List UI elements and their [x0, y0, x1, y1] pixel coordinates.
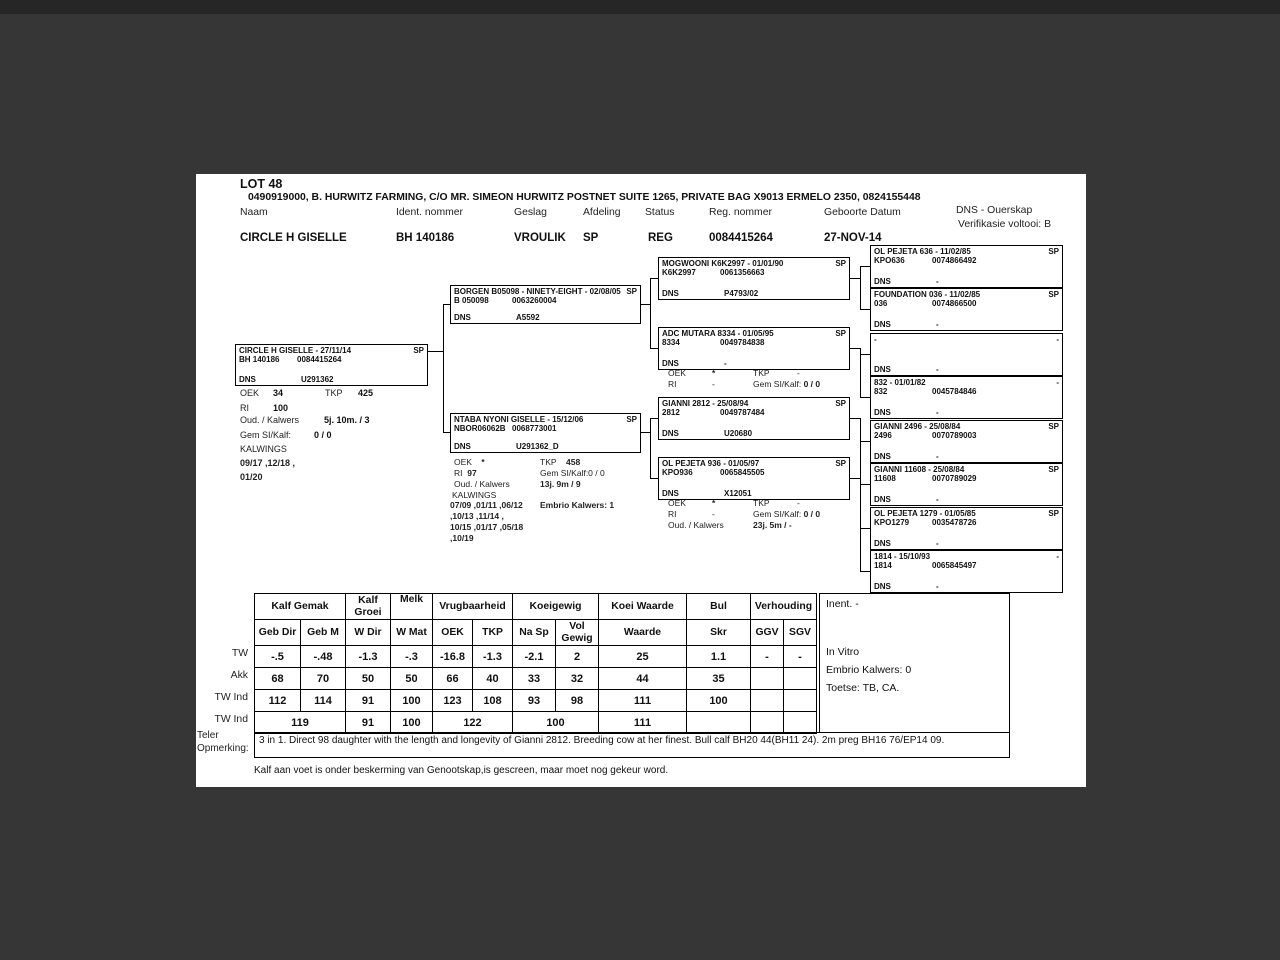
- pedigree-connector: [860, 348, 861, 397]
- tkp-value: -: [797, 368, 800, 378]
- table-cell: [784, 668, 817, 690]
- group-header: Bul: [687, 594, 751, 620]
- table-cell: 2: [556, 646, 599, 668]
- col-header: Vol Gewig: [556, 620, 599, 646]
- breeder-remark-box: [254, 732, 1010, 758]
- pedigree-connector: [860, 418, 861, 484]
- table-cell: 40: [473, 668, 513, 690]
- table-cell: 70: [301, 668, 346, 690]
- pedigree-connector: [860, 266, 861, 309]
- lot-number: LOT 48: [240, 177, 283, 191]
- table-cell: -2.1: [513, 646, 556, 668]
- subject-gem: [240, 430, 332, 440]
- oud-label: Oud. / Kalwers: [454, 479, 510, 489]
- dns-label: DNS: [874, 408, 891, 417]
- dam-kalwings-dates: ,10/19: [450, 533, 474, 543]
- dam-oud: [454, 479, 581, 489]
- gem-value: 0 / 0: [314, 430, 332, 440]
- animal-title: OL PEJETA 936 - 01/05/97: [662, 459, 760, 468]
- pedigree-box-gen4-4: [870, 376, 1063, 419]
- oek-value: *: [712, 498, 716, 508]
- pedigree-connector: [860, 571, 870, 572]
- animal-reg: 0074866500: [932, 299, 977, 308]
- animal-id: 036: [874, 299, 888, 308]
- table-cell: 93: [513, 690, 556, 712]
- table-cell: 35: [687, 668, 751, 690]
- oek-label: OEK: [668, 498, 686, 508]
- col-header: GGV: [751, 620, 784, 646]
- table-cell: [784, 712, 817, 734]
- pedigree-box-subject: [235, 344, 428, 386]
- subject-kalwings-dates: 09/17 ,12/18 ,: [240, 458, 296, 468]
- row-label-twind2: TW Ind: [214, 714, 248, 725]
- label-naam: Naam: [240, 207, 268, 218]
- row-label-twind: TW Ind: [214, 692, 248, 703]
- label-reg-nommer: Reg. nommer: [709, 207, 772, 218]
- teler-label: Teler: [197, 730, 219, 741]
- table-cell: 100: [391, 712, 433, 734]
- dns-label: DNS: [874, 582, 891, 591]
- animal-reg: 0049787484: [720, 408, 765, 417]
- table-cell: [751, 712, 784, 734]
- dam-oek-tkp: [454, 457, 580, 467]
- animal-title: ADC MUTARA 8334 - 01/05/95: [662, 329, 774, 338]
- pedigree-box-gen3-2: [658, 327, 850, 370]
- pedigree-connector: [443, 304, 450, 305]
- pedigree-connector: [443, 304, 444, 432]
- pedigree-connector: [860, 478, 861, 571]
- tkp-label: TKP: [753, 368, 770, 378]
- table-cell: 112: [255, 690, 301, 712]
- animal-flag: -: [1056, 378, 1059, 387]
- oek-value: *: [712, 368, 716, 378]
- table-cell: 33: [513, 668, 556, 690]
- inent-text: Inent. -: [826, 598, 859, 610]
- invitro-text: In Vitro: [826, 646, 860, 658]
- pedigree-connector: [650, 478, 658, 479]
- dns-label: DNS: [662, 429, 679, 438]
- subject-oek-tkp: [240, 388, 373, 398]
- animal-flag: -: [1056, 335, 1059, 344]
- animal-flag: -: [1056, 552, 1059, 561]
- animal-flag: SP: [413, 346, 424, 355]
- mutara-ri-gem: [668, 379, 820, 389]
- col-header: SGV: [784, 620, 817, 646]
- animal-title: OL PEJETA 636 - 11/02/85: [874, 247, 971, 256]
- label-status: Status: [645, 207, 675, 218]
- animal-flag: SP: [1048, 422, 1059, 431]
- dns-label: DNS: [874, 320, 891, 329]
- animal-title: GIANNI 11608 - 25/08/84: [874, 465, 965, 474]
- breeder-remark-text: 3 in 1. Direct 98 daughter with the length and longevity of Gianni 2812. Breeding cow at her finest. Bull calf BH20 44(BH11 24). 2m preg BH16 76/EP14 09.: [259, 735, 945, 746]
- row-label-akk: Akk: [230, 670, 248, 681]
- animal-title: -: [874, 335, 877, 344]
- pedigree-connector: [428, 351, 443, 352]
- animal-reg: 0070789003: [932, 431, 977, 440]
- table-cell: -: [784, 646, 817, 668]
- pedigree-connector: [850, 348, 860, 349]
- embrio-kalwers-text: Embrio Kalwers: 0: [826, 664, 912, 676]
- label-geslag: Geslag: [514, 207, 547, 218]
- animal-title: OL PEJETA 1279 - 01/05/85: [874, 509, 976, 518]
- pedigree-box-gen4-2: [870, 288, 1063, 331]
- oek-label: OEK: [240, 388, 260, 398]
- pedigree-connector: [850, 418, 860, 419]
- oek-label: OEK: [668, 368, 686, 378]
- pedigree-connector: [860, 484, 870, 485]
- pedigree-connector: [860, 397, 870, 398]
- animal-title: 832 - 01/01/82: [874, 378, 926, 387]
- oud-value: 5j. 10m. / 3: [324, 415, 370, 425]
- table-cell: -16.8: [433, 646, 473, 668]
- table-cell: 111: [599, 712, 687, 734]
- tkp-value: 425: [358, 388, 374, 398]
- group-header: Vrugbaarheid: [433, 594, 513, 620]
- animal-reg: 0035478726: [932, 518, 977, 527]
- group-header: Melk: [391, 594, 433, 620]
- table-cell: 111: [599, 690, 687, 712]
- dns-value: -: [936, 408, 939, 417]
- pedigree-box-gen4-7: [870, 507, 1063, 550]
- pedigree-connector: [641, 304, 650, 305]
- table-cell: 100: [513, 712, 599, 734]
- dam-ri-gem: [454, 468, 605, 478]
- tkp-label: TKP: [540, 457, 557, 467]
- oud-value: 13j. 9m / 9: [540, 479, 581, 489]
- animal-flag: SP: [835, 259, 846, 268]
- animal-flag: SP: [1048, 247, 1059, 256]
- dns-value: -: [936, 320, 939, 329]
- col-header: Skr: [687, 620, 751, 646]
- gem-label: Gem SI/Kalf:: [753, 509, 802, 519]
- animal-title: GIANNI 2812 - 25/08/94: [662, 399, 749, 408]
- dam-kalwings-dates: 10/15 ,01/17 ,05/18: [450, 522, 524, 532]
- animal-flag: SP: [835, 329, 846, 338]
- mutara-oek-tkp: [668, 368, 800, 378]
- animal-id: 1814: [874, 561, 892, 570]
- pedigree-box-gen4-3: [870, 333, 1063, 376]
- dns-value: -: [936, 277, 939, 286]
- animal-reg: 0065845497: [932, 561, 977, 570]
- col-header: OEK: [433, 620, 473, 646]
- col-header: Na Sp: [513, 620, 556, 646]
- dns-label: DNS: [662, 489, 679, 498]
- col-header: Waarde: [599, 620, 687, 646]
- dns-value: -: [936, 365, 939, 374]
- subject-ri: [240, 403, 288, 413]
- label-dns-ouerskap: DNS - Ouerskap: [956, 205, 1033, 216]
- gem-label: Gem SI/Kalf:: [240, 430, 292, 440]
- table-cell: 114: [301, 690, 346, 712]
- table-cell: 44: [599, 668, 687, 690]
- group-header: Kalf Gemak: [255, 594, 346, 620]
- table-cell: 50: [346, 668, 391, 690]
- label-ident-nommer: Ident. nommer: [396, 207, 463, 218]
- gem-value: 0 / 0: [803, 509, 821, 519]
- ri-label: RI: [240, 403, 249, 413]
- animal-id: 832: [874, 387, 888, 396]
- col-header: TKP: [473, 620, 513, 646]
- animal-title: BORGEN B05098 - NINETY-EIGHT - 02/08/05: [454, 287, 621, 296]
- dns-value: -: [724, 359, 727, 368]
- animal-id: KPO1279: [874, 518, 910, 527]
- tkp-label: TKP: [325, 388, 343, 398]
- animal-flag: SP: [835, 399, 846, 408]
- dns-label: DNS: [874, 277, 891, 286]
- pedigree-connector: [650, 348, 658, 349]
- animal-id: KPO936: [662, 468, 693, 477]
- tkp-value: -: [797, 498, 800, 508]
- value-status: REG: [648, 232, 673, 244]
- pedigree-connector: [650, 278, 651, 348]
- value-geboorte-datum: 27-NOV-14: [824, 232, 882, 244]
- table-cell: -.5: [255, 646, 301, 668]
- subject-kalwings-dates: 01/20: [240, 472, 263, 482]
- dns-label: DNS: [874, 495, 891, 504]
- animal-id: KPO636: [874, 256, 905, 265]
- animal-id: K6K2997: [662, 268, 696, 277]
- animal-reg: 0065845505: [720, 468, 765, 477]
- dns-label: DNS: [662, 359, 679, 368]
- animal-title: GIANNI 2496 - 25/08/84: [874, 422, 961, 431]
- pedigree-connector: [650, 418, 658, 419]
- window-top-strip: [0, 0, 1280, 14]
- footnote-text: Kalf aan voet is onder beskerming van Genootskap,is gescreen, maar moet nog gekeur word.: [254, 765, 669, 776]
- animal-reg: 0061356663: [720, 268, 765, 277]
- tkp-label: TKP: [753, 498, 770, 508]
- value-naam: CIRCLE H GISELLE: [240, 232, 347, 244]
- ri-value: -: [712, 379, 715, 389]
- oud-value: 23j. 5m / -: [753, 520, 792, 530]
- animal-reg: 0068773001: [512, 424, 557, 433]
- gem-value: Gem SI/Kalf:0 / 0: [540, 468, 605, 478]
- pedigree-connector: [860, 354, 870, 355]
- value-reg-nommer: 0084415264: [709, 232, 773, 244]
- table-cell: 50: [391, 668, 433, 690]
- pedigree-box-dam: [450, 413, 641, 453]
- dns-label: DNS: [454, 313, 471, 322]
- pedigree-connector: [850, 278, 860, 279]
- col-header: W Dir: [346, 620, 391, 646]
- animal-reg: 0045784846: [932, 387, 977, 396]
- animal-flag: SP: [1048, 465, 1059, 474]
- dns-value: U291362: [301, 375, 334, 384]
- animal-reg: 0070789029: [932, 474, 977, 483]
- label-afdeling: Afdeling: [583, 207, 621, 218]
- table-cell: 98: [556, 690, 599, 712]
- pedigree-box-gen4-1: [870, 245, 1063, 288]
- group-header: Verhouding: [751, 594, 817, 620]
- animal-reg: 0084415264: [297, 355, 342, 364]
- table-cell: -.48: [301, 646, 346, 668]
- dam-kalwings-dates: ,10/13 ,11/14 ,: [450, 511, 504, 521]
- dns-value: U20680: [724, 429, 753, 438]
- pedigree-connector: [443, 432, 450, 433]
- animal-flag: SP: [1048, 290, 1059, 299]
- animal-id: B 050098: [454, 296, 489, 305]
- table-cell: 122: [433, 712, 513, 734]
- animal-title: CIRCLE H GISELLE - 27/11/14: [239, 346, 352, 355]
- oud-label: Oud. / Kalwers: [240, 415, 300, 425]
- dam-kalwings-dates: [450, 500, 614, 510]
- pedigree-box-sire: [450, 285, 641, 324]
- ri-value: 100: [273, 403, 289, 413]
- dns-label: DNS: [874, 539, 891, 548]
- oek-value: *: [481, 457, 485, 467]
- ri-label: RI: [668, 379, 677, 389]
- group-header: Kalf Groei: [346, 594, 391, 620]
- table-cell: -.3: [391, 646, 433, 668]
- animal-id: 2812: [662, 408, 680, 417]
- animal-reg: 0074866492: [932, 256, 977, 265]
- dns-value: X12051: [724, 489, 752, 498]
- table-cell: 108: [473, 690, 513, 712]
- pedigree-box-gen4-6: [870, 463, 1063, 506]
- dns-label: DNS: [662, 289, 679, 298]
- pedigree-connector: [650, 278, 658, 279]
- col-header: W Mat: [391, 620, 433, 646]
- dns-label: DNS: [874, 365, 891, 374]
- table-cell: 1.1: [687, 646, 751, 668]
- pedigree-connector: [860, 528, 870, 529]
- group-header: Koeigewig: [513, 594, 599, 620]
- animal-id: BH 140186: [239, 355, 280, 364]
- animal-id: 2496: [874, 431, 892, 440]
- animal-title: MOGWOONI K6K2997 - 01/01/90: [662, 259, 784, 268]
- toetse-text: Toetse: TB, CA.: [826, 682, 900, 694]
- dns-value: -: [936, 582, 939, 591]
- side-info-panel: [819, 593, 1010, 733]
- ebv-table: [254, 593, 817, 734]
- table-cell: 66: [433, 668, 473, 690]
- dns-value: -: [936, 495, 939, 504]
- animal-id: 11608: [874, 474, 896, 483]
- table-cell: [687, 712, 751, 734]
- table-cell: -: [751, 646, 784, 668]
- table-cell: 68: [255, 668, 301, 690]
- table-cell: -1.3: [346, 646, 391, 668]
- pedigree-box-gen3-1: [658, 257, 850, 300]
- dns-value: -: [936, 539, 939, 548]
- pedigree-connector: [860, 266, 870, 267]
- dam-kalwings-label: KALWINGS: [452, 490, 497, 500]
- animal-reg: 0049784838: [720, 338, 765, 347]
- animal-flag: SP: [1048, 509, 1059, 518]
- label-verifikasie: [958, 219, 1051, 230]
- subject-oud: [240, 415, 370, 425]
- pedigree-connector: [650, 418, 651, 478]
- animal-flag: SP: [835, 459, 846, 468]
- table-cell: 32: [556, 668, 599, 690]
- row-label-tw: TW: [231, 648, 248, 659]
- pedigree-connector: [860, 441, 870, 442]
- catalog-page: [196, 174, 1086, 787]
- table-cell: 100: [391, 690, 433, 712]
- verifikasie-text: Verifikasie voltooi:: [958, 219, 1042, 230]
- animal-title: 1814 - 15/10/93: [874, 552, 931, 561]
- dns-value: -: [936, 452, 939, 461]
- pedigree-box-gen3-3: [658, 397, 850, 440]
- ri-label: RI: [454, 468, 463, 478]
- table-cell: 91: [346, 690, 391, 712]
- label-geboorte-datum: Geboorte Datum: [824, 207, 901, 218]
- animal-flag: SP: [626, 287, 637, 296]
- animal-reg: 0063260004: [512, 296, 557, 305]
- animal-flag: SP: [626, 415, 637, 424]
- gem-value: 0 / 0: [803, 379, 821, 389]
- group-header: Koei Waarde: [599, 594, 687, 620]
- table-cell: 91: [346, 712, 391, 734]
- subject-kalwings-label: KALWINGS: [240, 444, 287, 454]
- dns-label: DNS: [454, 442, 471, 451]
- pedigree-connector: [860, 309, 870, 310]
- dns-label: DNS: [874, 452, 891, 461]
- pedigree-box-gen4-5: [870, 420, 1063, 463]
- col-header: Geb Dir: [255, 620, 301, 646]
- opmerking-label: Opmerking:: [197, 743, 249, 754]
- ri-value: 97: [467, 468, 477, 478]
- value-geslag: VROULIK: [514, 232, 566, 244]
- tkp-value: 458: [565, 457, 581, 467]
- animal-title: FOUNDATION 036 - 11/02/85: [874, 290, 981, 299]
- oek-label: OEK: [454, 457, 472, 467]
- seller-address: 0490919000, B. HURWITZ FARMING, C/O MR. SIMEON HURWITZ POSTNET SUITE 1265, PRIVATE BAG X9013 ERMELO 2350, 0824155448: [248, 192, 921, 203]
- verifikasie-value: B: [1044, 219, 1051, 230]
- dns-value: A5592: [516, 313, 540, 322]
- col-header: Geb M: [301, 620, 346, 646]
- pedigree-box-gen3-4: [658, 457, 850, 500]
- table-cell: [751, 690, 784, 712]
- embrio-kalwers: Embrio Kalwers: 1: [540, 500, 615, 510]
- table-cell: -1.3: [473, 646, 513, 668]
- dns-value: P4793/02: [724, 289, 759, 298]
- table-cell: 119: [255, 712, 346, 734]
- table-cell: [784, 690, 817, 712]
- value-ident-nommer: BH 140186: [396, 232, 455, 244]
- value-afdeling: SP: [583, 232, 599, 244]
- table-cell: [751, 668, 784, 690]
- ri-value: -: [712, 509, 715, 519]
- dns-value: U291362_D: [516, 442, 559, 451]
- pedigree-connector: [850, 478, 860, 479]
- dns-label: DNS: [239, 375, 256, 384]
- table-cell: 25: [599, 646, 687, 668]
- pejeta936-oud: [668, 520, 792, 530]
- animal-id: 8334: [662, 338, 680, 347]
- oud-label: Oud. / Kalwers: [668, 520, 724, 530]
- pedigree-connector: [641, 432, 650, 433]
- pejeta936-ri-gem: [668, 509, 820, 519]
- pedigree-box-gen4-8: [870, 550, 1063, 593]
- table-cell: 123: [433, 690, 473, 712]
- animal-id: NBOR06062B: [454, 424, 506, 433]
- oek-value: 34: [273, 388, 284, 398]
- animal-title: NTABA NYONI GISELLE - 15/12/06: [454, 415, 584, 424]
- gem-label: Gem SI/Kalf:: [753, 379, 802, 389]
- table-cell: 100: [687, 690, 751, 712]
- pejeta936-oek-tkp: [668, 498, 800, 508]
- kalwings-dates: 07/09 ,01/11 ,06/12: [450, 500, 523, 510]
- ri-label: RI: [668, 509, 677, 519]
